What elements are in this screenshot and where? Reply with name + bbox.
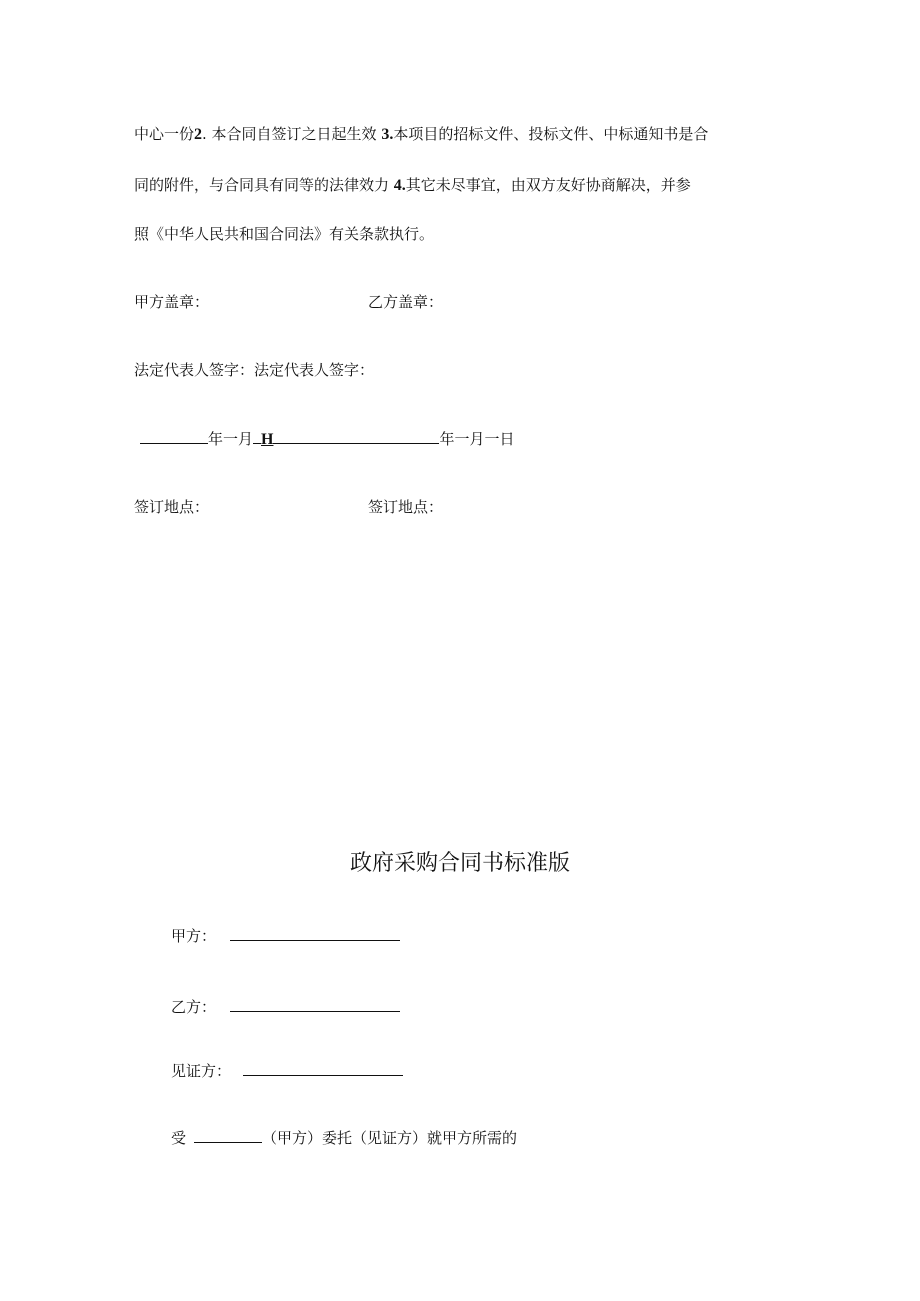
witness-row bbox=[171, 1060, 403, 1081]
date-blank[interactable] bbox=[253, 428, 261, 444]
party-a-field[interactable] bbox=[230, 925, 400, 941]
clause-text: 照《中华人民共和国合同法》有关条款执行。 bbox=[134, 225, 435, 243]
clause-text: 同的附件，与合同具有同等的法律效力 bbox=[134, 176, 390, 194]
clause-number: 3. bbox=[381, 126, 394, 143]
clause-line-2 bbox=[134, 175, 691, 196]
date-blank[interactable] bbox=[140, 428, 208, 444]
signing-date-row bbox=[140, 428, 514, 450]
clause-text: . 本合同自签订之日起生效 bbox=[202, 125, 377, 143]
date-blank[interactable] bbox=[273, 428, 439, 444]
entrust-row bbox=[171, 1127, 517, 1148]
clause-text: 其它未尽事宜，由双方友好协商解决，并参 bbox=[405, 176, 691, 194]
party-a-row bbox=[171, 925, 400, 946]
party-a-label: 甲方： bbox=[171, 927, 217, 945]
party-b-label: 乙方： bbox=[171, 998, 217, 1016]
contract-title: 政府采购合同书标准版 bbox=[349, 851, 570, 876]
signing-place-b-label: 签订地点： bbox=[368, 498, 444, 516]
date-h: H bbox=[261, 431, 274, 448]
entrust-text-a: 受 bbox=[171, 1129, 187, 1147]
witness-label: 见证方： bbox=[171, 1062, 232, 1080]
entrust-text-b: （甲方）委托（见证方）就甲方所需的 bbox=[262, 1129, 518, 1147]
entrust-blank[interactable] bbox=[194, 1127, 262, 1143]
clause-number: 2 bbox=[194, 126, 203, 143]
clause-number: 4. bbox=[393, 177, 406, 194]
clause-text: 本项目的招标文件、投标文件、中标通知书是合 bbox=[393, 125, 709, 143]
party-a-seal-label: 甲方盖章： bbox=[134, 293, 210, 311]
date-text-a: 年一月 bbox=[208, 430, 254, 448]
clause-text: 中心一份 bbox=[134, 125, 195, 143]
witness-field[interactable] bbox=[243, 1060, 403, 1076]
signing-place-a-label: 签订地点： bbox=[134, 498, 210, 516]
party-b-seal-label: 乙方盖章： bbox=[368, 293, 444, 311]
party-b-field[interactable] bbox=[230, 996, 400, 1012]
clause-line-1 bbox=[134, 124, 708, 145]
date-text-b: 年一月一日 bbox=[439, 430, 515, 448]
legal-rep-signature-label: 法定代表人签字：法定代表人签字： bbox=[134, 361, 375, 379]
party-b-row bbox=[171, 996, 400, 1017]
clause-line-3 bbox=[134, 224, 434, 244]
